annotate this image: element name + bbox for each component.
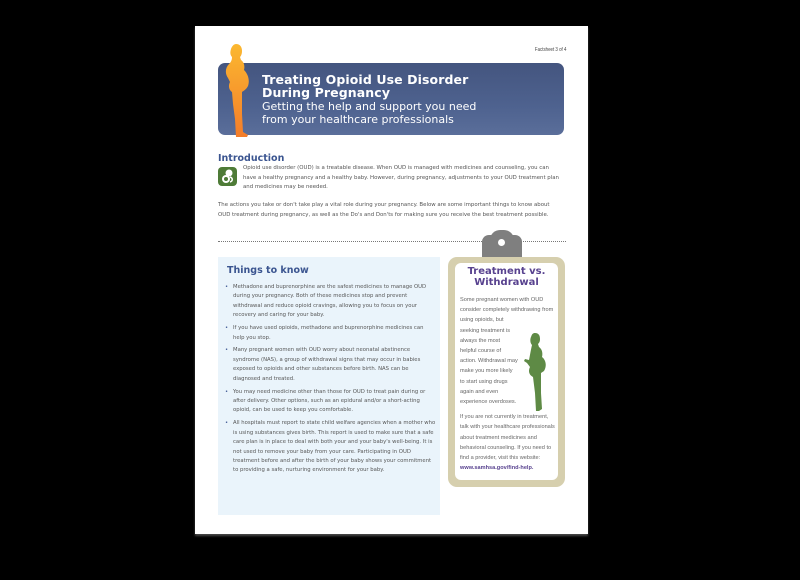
sidebar-paragraph-2-text: If you are not currently in treatment, talk with your healthcare professionals about treatment medicines and behavioral counseling. If you need to find a provider, visit this website: [460,414,555,462]
sidebar-title [455,266,558,288]
factsheet-label: Factsheet 3 of 4 [534,47,566,53]
list-item: • Many pregnant women with OUD worry about neonatal abstinence syndrome (NAS), a group of withdrawal signs that may occur in babies exposed to opioids and other substances before birth. NAS can be diagnosed and treated. [224,346,436,384]
title-line-1: Treating Opioid Use Disorder [262,72,469,87]
page-subtitle [262,101,476,126]
samhsa-link[interactable]: www.samhsa.gov/find-help. [460,465,534,472]
things-to-know-heading: Things to know [227,265,309,276]
clipboard-clip-icon [482,235,522,257]
introduction-paragraph-1: Opioid use disorder (OUD) is a treatable disease. When OUD is managed with medicines and counseling, you can have a healthy pregnancy and a healthy baby. However, during pregnancy, adjustments to your OUD treatment plan and medicines may be needed. [243,165,559,191]
sidebar-title-line-2: Withdrawal [474,277,539,288]
list-item: • You may need medicine other than those for OUD to treat pain during or after delivery. Other options, such as an epidural and/or a short-acting opioid, can be used to keep you comfortable. [224,388,436,416]
subtitle-line-2: from your healthcare professionals [262,112,454,126]
sidebar-paragraph-1-wide: Some pregnant women with OUD consider completely withdrawing from [460,297,554,314]
clipboard-paper [455,263,558,480]
page-title [262,73,468,99]
title-banner [218,63,564,135]
title-line-2: During Pregnancy [262,85,391,100]
things-to-know-list [224,283,436,479]
pregnant-woman-green-icon [523,333,549,413]
clip-hole [498,239,505,246]
treatment-vs-withdrawal-clipboard [448,257,565,487]
sidebar-title-line-1: Treatment vs. [467,266,546,277]
subtitle-line-1: Getting the help and support you need [262,100,477,113]
things-to-know-panel [218,257,440,515]
sidebar-paragraph-2 [460,412,555,473]
sidebar-paragraph-1-narrow: using opioids, but seeking treatment is always the most helpful course of action. Withdrawal may make you more likely to start using drugs again and even experience overdoses. [460,317,518,406]
introduction-paragraph-2: The actions you take or don't take play a vital role during your pregnancy. Below are some important things to know about OUD treatment during pregnancy, as well as the Do's and Don'ts for making sure you receive the best treatment possible. [218,202,550,218]
factsheet-page [195,26,588,534]
pregnant-woman-silhouette-icon [222,44,254,139]
list-item: • If you have used opioids, methadone and buprenorphine medicines can help you stop. [224,324,436,343]
mother-baby-icon [218,167,237,186]
introduction-heading: Introduction [218,153,285,164]
list-item: • All hospitals must report to state child welfare agencies when a mother who is using substances gives birth. This report is used to make sure that a safe care plan is in place to deal with both your and your baby's well-being. It is not used to remove your baby from your care. Participating in OUD treatment before and after the birth of your baby shows your commitment to providing a safe, nurturing environment for your baby. [224,419,436,475]
list-item: • Methadone and buprenorphine are the safest medicines to manage OUD during your pregnancy. Both of these medicines stop and prevent withdrawal and reduce opioid cravings, allowing you to focus on your recovery and caring for your baby. [224,283,436,321]
